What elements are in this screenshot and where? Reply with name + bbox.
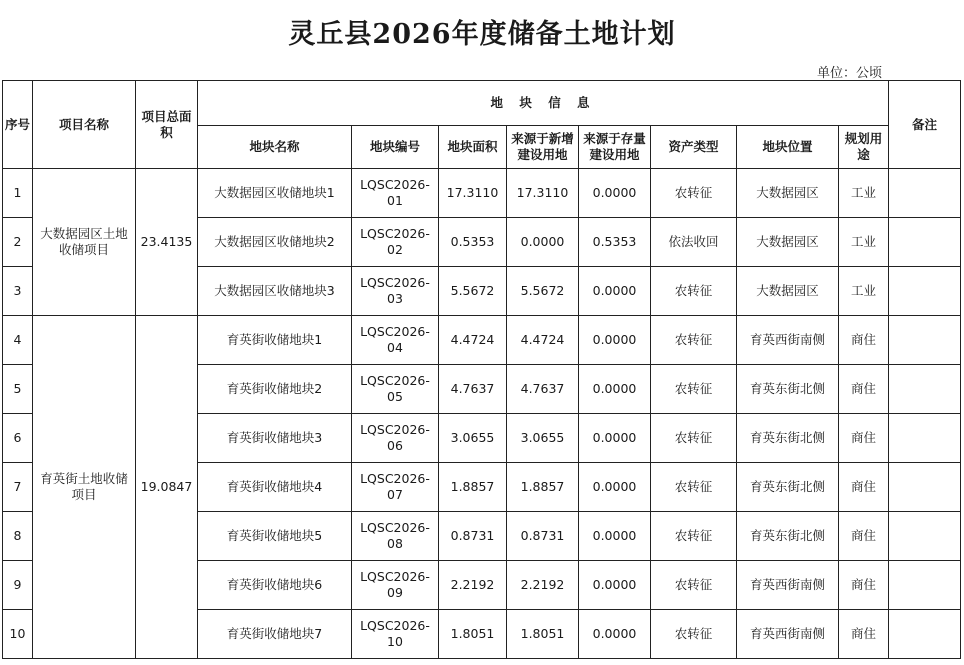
- cell-from-new: 1.8857: [507, 463, 579, 512]
- cell-asset-type: 农转征: [651, 561, 737, 610]
- cell-plot-code: LQSC2026-10: [352, 610, 439, 659]
- col-header-project-area: 项目总面积: [136, 81, 198, 169]
- cell-plot-code: LQSC2026-03: [352, 267, 439, 316]
- cell-from-stock: 0.0000: [579, 316, 651, 365]
- cell-asset-type: 农转征: [651, 169, 737, 218]
- cell-from-new: 3.0655: [507, 414, 579, 463]
- cell-plot-area: 0.5353: [439, 218, 507, 267]
- cell-from-stock: 0.0000: [579, 365, 651, 414]
- cell-plot-area: 1.8857: [439, 463, 507, 512]
- cell-plot-name: 大数据园区收储地块3: [198, 267, 352, 316]
- cell-plot-area: 4.4724: [439, 316, 507, 365]
- cell-project-name: 育英街土地收储项目: [33, 316, 136, 659]
- cell-seq: 10: [3, 610, 33, 659]
- col-header-remark: 备注: [889, 81, 961, 169]
- cell-asset-type: 农转征: [651, 610, 737, 659]
- cell-from-stock: 0.0000: [579, 414, 651, 463]
- cell-usage: 商住: [839, 414, 889, 463]
- col-header-from-stock: 来源于存量建设用地: [579, 126, 651, 169]
- cell-from-new: 0.0000: [507, 218, 579, 267]
- cell-plot-code: LQSC2026-07: [352, 463, 439, 512]
- table-row: [3, 316, 961, 365]
- cell-location: 育英西街南侧: [737, 316, 839, 365]
- header-row-1: [3, 81, 961, 126]
- cell-seq: 5: [3, 365, 33, 414]
- cell-remark: [889, 267, 961, 316]
- col-header-plot-code: 地块编号: [352, 126, 439, 169]
- cell-plot-code: LQSC2026-06: [352, 414, 439, 463]
- cell-location: 育英东街北侧: [737, 365, 839, 414]
- cell-from-new: 4.7637: [507, 365, 579, 414]
- cell-location: 育英东街北侧: [737, 414, 839, 463]
- table-row: [3, 169, 961, 218]
- col-header-usage: 规划用途: [839, 126, 889, 169]
- cell-asset-type: 依法收回: [651, 218, 737, 267]
- cell-plot-area: 5.5672: [439, 267, 507, 316]
- cell-remark: [889, 463, 961, 512]
- cell-from-stock: 0.0000: [579, 610, 651, 659]
- cell-project-area: 19.0847: [136, 316, 198, 659]
- cell-plot-area: 4.7637: [439, 365, 507, 414]
- cell-plot-name: 育英街收储地块7: [198, 610, 352, 659]
- cell-usage: 商住: [839, 316, 889, 365]
- cell-asset-type: 农转征: [651, 414, 737, 463]
- cell-plot-area: 2.2192: [439, 561, 507, 610]
- cell-from-new: 2.2192: [507, 561, 579, 610]
- cell-remark: [889, 218, 961, 267]
- cell-asset-type: 农转征: [651, 316, 737, 365]
- cell-seq: 9: [3, 561, 33, 610]
- cell-from-stock: 0.5353: [579, 218, 651, 267]
- cell-location: 育英西街南侧: [737, 610, 839, 659]
- cell-plot-area: 1.8051: [439, 610, 507, 659]
- cell-location: 大数据园区: [737, 169, 839, 218]
- cell-project-area: 23.4135: [136, 169, 198, 316]
- col-header-from-new: 来源于新增建设用地: [507, 126, 579, 169]
- cell-from-new: 4.4724: [507, 316, 579, 365]
- cell-usage: 商住: [839, 512, 889, 561]
- cell-from-new: 5.5672: [507, 267, 579, 316]
- cell-plot-code: LQSC2026-04: [352, 316, 439, 365]
- cell-plot-name: 大数据园区收储地块2: [198, 218, 352, 267]
- col-header-asset-type: 资产类型: [651, 126, 737, 169]
- unit-label: 单位：公顷: [816, 66, 882, 81]
- cell-usage: 工业: [839, 267, 889, 316]
- cell-remark: [889, 316, 961, 365]
- cell-project-name: 大数据园区土地收储项目: [33, 169, 136, 316]
- cell-from-stock: 0.0000: [579, 463, 651, 512]
- cell-plot-name: 育英街收储地块1: [198, 316, 352, 365]
- cell-plot-code: LQSC2026-05: [352, 365, 439, 414]
- cell-plot-area: 3.0655: [439, 414, 507, 463]
- document-title: 灵丘县2026年度储备土地计划: [288, 19, 676, 50]
- cell-remark: [889, 169, 961, 218]
- cell-plot-code: LQSC2026-09: [352, 561, 439, 610]
- col-header-location: 地块位置: [737, 126, 839, 169]
- cell-plot-area: 17.3110: [439, 169, 507, 218]
- land-plan-table: [2, 80, 961, 659]
- cell-asset-type: 农转征: [651, 512, 737, 561]
- cell-plot-name: 育英街收储地块3: [198, 414, 352, 463]
- cell-plot-area: 0.8731: [439, 512, 507, 561]
- cell-seq: 8: [3, 512, 33, 561]
- cell-from-stock: 0.0000: [579, 169, 651, 218]
- cell-usage: 商住: [839, 463, 889, 512]
- cell-usage: 商住: [839, 561, 889, 610]
- cell-usage: 商住: [839, 610, 889, 659]
- cell-usage: 工业: [839, 169, 889, 218]
- cell-plot-code: LQSC2026-08: [352, 512, 439, 561]
- cell-remark: [889, 414, 961, 463]
- cell-remark: [889, 365, 961, 414]
- cell-remark: [889, 610, 961, 659]
- cell-seq: 6: [3, 414, 33, 463]
- cell-seq: 3: [3, 267, 33, 316]
- cell-location: 育英西街南侧: [737, 561, 839, 610]
- col-header-land-info: 地 块 信 息: [198, 81, 889, 126]
- cell-asset-type: 农转征: [651, 463, 737, 512]
- cell-from-stock: 0.0000: [579, 512, 651, 561]
- cell-plot-name: 育英街收储地块2: [198, 365, 352, 414]
- col-header-project-name: 项目名称: [33, 81, 136, 169]
- cell-seq: 2: [3, 218, 33, 267]
- cell-location: 大数据园区: [737, 218, 839, 267]
- cell-plot-name: 育英街收储地块6: [198, 561, 352, 610]
- col-header-plot-name: 地块名称: [198, 126, 352, 169]
- cell-plot-name: 大数据园区收储地块1: [198, 169, 352, 218]
- cell-asset-type: 农转征: [651, 365, 737, 414]
- col-header-seq: 序号: [3, 81, 33, 169]
- cell-location: 大数据园区: [737, 267, 839, 316]
- cell-usage: 工业: [839, 218, 889, 267]
- cell-plot-name: 育英街收储地块4: [198, 463, 352, 512]
- cell-plot-name: 育英街收储地块5: [198, 512, 352, 561]
- cell-from-stock: 0.0000: [579, 267, 651, 316]
- col-header-plot-area: 地块面积: [439, 126, 507, 169]
- cell-remark: [889, 561, 961, 610]
- cell-remark: [889, 512, 961, 561]
- cell-from-new: 0.8731: [507, 512, 579, 561]
- cell-usage: 商住: [839, 365, 889, 414]
- cell-plot-code: LQSC2026-02: [352, 218, 439, 267]
- cell-location: 育英东街北侧: [737, 463, 839, 512]
- cell-seq: 7: [3, 463, 33, 512]
- cell-plot-code: LQSC2026-01: [352, 169, 439, 218]
- cell-seq: 1: [3, 169, 33, 218]
- cell-from-new: 17.3110: [507, 169, 579, 218]
- cell-from-stock: 0.0000: [579, 561, 651, 610]
- cell-seq: 4: [3, 316, 33, 365]
- cell-location: 育英东街北侧: [737, 512, 839, 561]
- cell-asset-type: 农转征: [651, 267, 737, 316]
- cell-from-new: 1.8051: [507, 610, 579, 659]
